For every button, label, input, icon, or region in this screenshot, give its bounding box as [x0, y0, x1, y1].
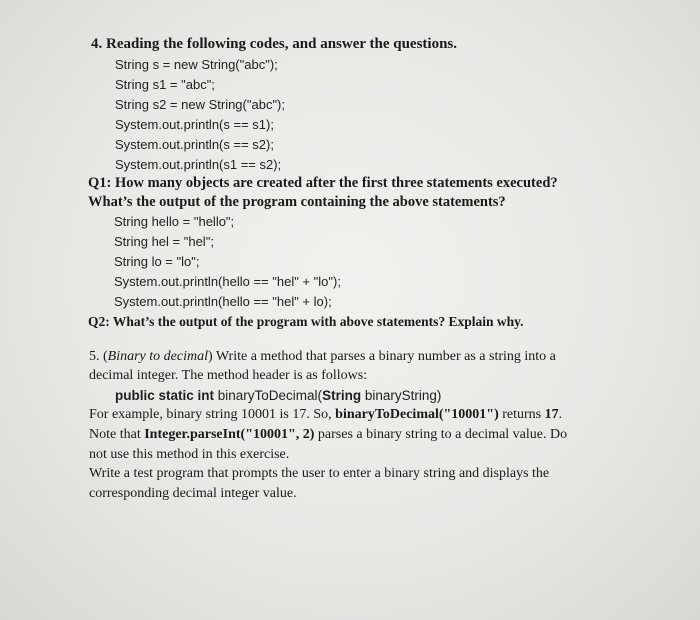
question-4-title: 4. Reading the following codes, and answer the questions.	[91, 36, 458, 52]
question-5-line-6: not use this method in this exercise.	[89, 447, 290, 462]
code-line: String hello = "hello";	[114, 214, 235, 229]
question-5-line-8: corresponding decimal integer value.	[89, 486, 297, 501]
question-5-line-2: decimal integer. The method header is as follows:	[89, 368, 368, 383]
question-5-line-7: Write a test program that prompts the user to enter a binary string and displays the	[89, 466, 550, 481]
code-line: String s = new String("abc");	[115, 57, 278, 72]
code-line: System.out.println(hello == "hel" + "lo");	[114, 274, 341, 289]
code-line: String lo = "lo";	[114, 254, 200, 269]
question-5-line-5: Note that Integer.parseInt("10001", 2) parses a binary string to a decimal value. Do	[89, 427, 568, 442]
method-header: public static int binaryToDecimal(String binaryString)	[115, 388, 442, 403]
code-line: String s2 = new String("abc");	[115, 97, 285, 112]
code-line: System.out.println(s1 == s2);	[115, 157, 282, 172]
question-2: Q2: What’s the output of the program with above statements? Explain why.	[88, 314, 524, 329]
question-1-line-2: What’s the output of the program containing the above statements?	[88, 194, 506, 210]
question-5-line-1: 5. (Binary to decimal) Write a method that parses a binary number as a string into a	[89, 349, 556, 364]
question-1-line-1: Q1: How many objects are created after the first three statements executed?	[88, 175, 558, 191]
code-line: String hel = "hel";	[114, 234, 214, 249]
question-5-line-4: For example, binary string 10001 is 17. So, binaryToDecimal("10001") returns 17.	[89, 407, 563, 422]
code-line: System.out.println(hello == "hel" + lo);	[114, 294, 332, 309]
code-line: System.out.println(s == s1);	[115, 117, 274, 132]
code-line: System.out.println(s == s2);	[115, 137, 274, 152]
code-line: String s1 = "abc";	[115, 77, 215, 92]
